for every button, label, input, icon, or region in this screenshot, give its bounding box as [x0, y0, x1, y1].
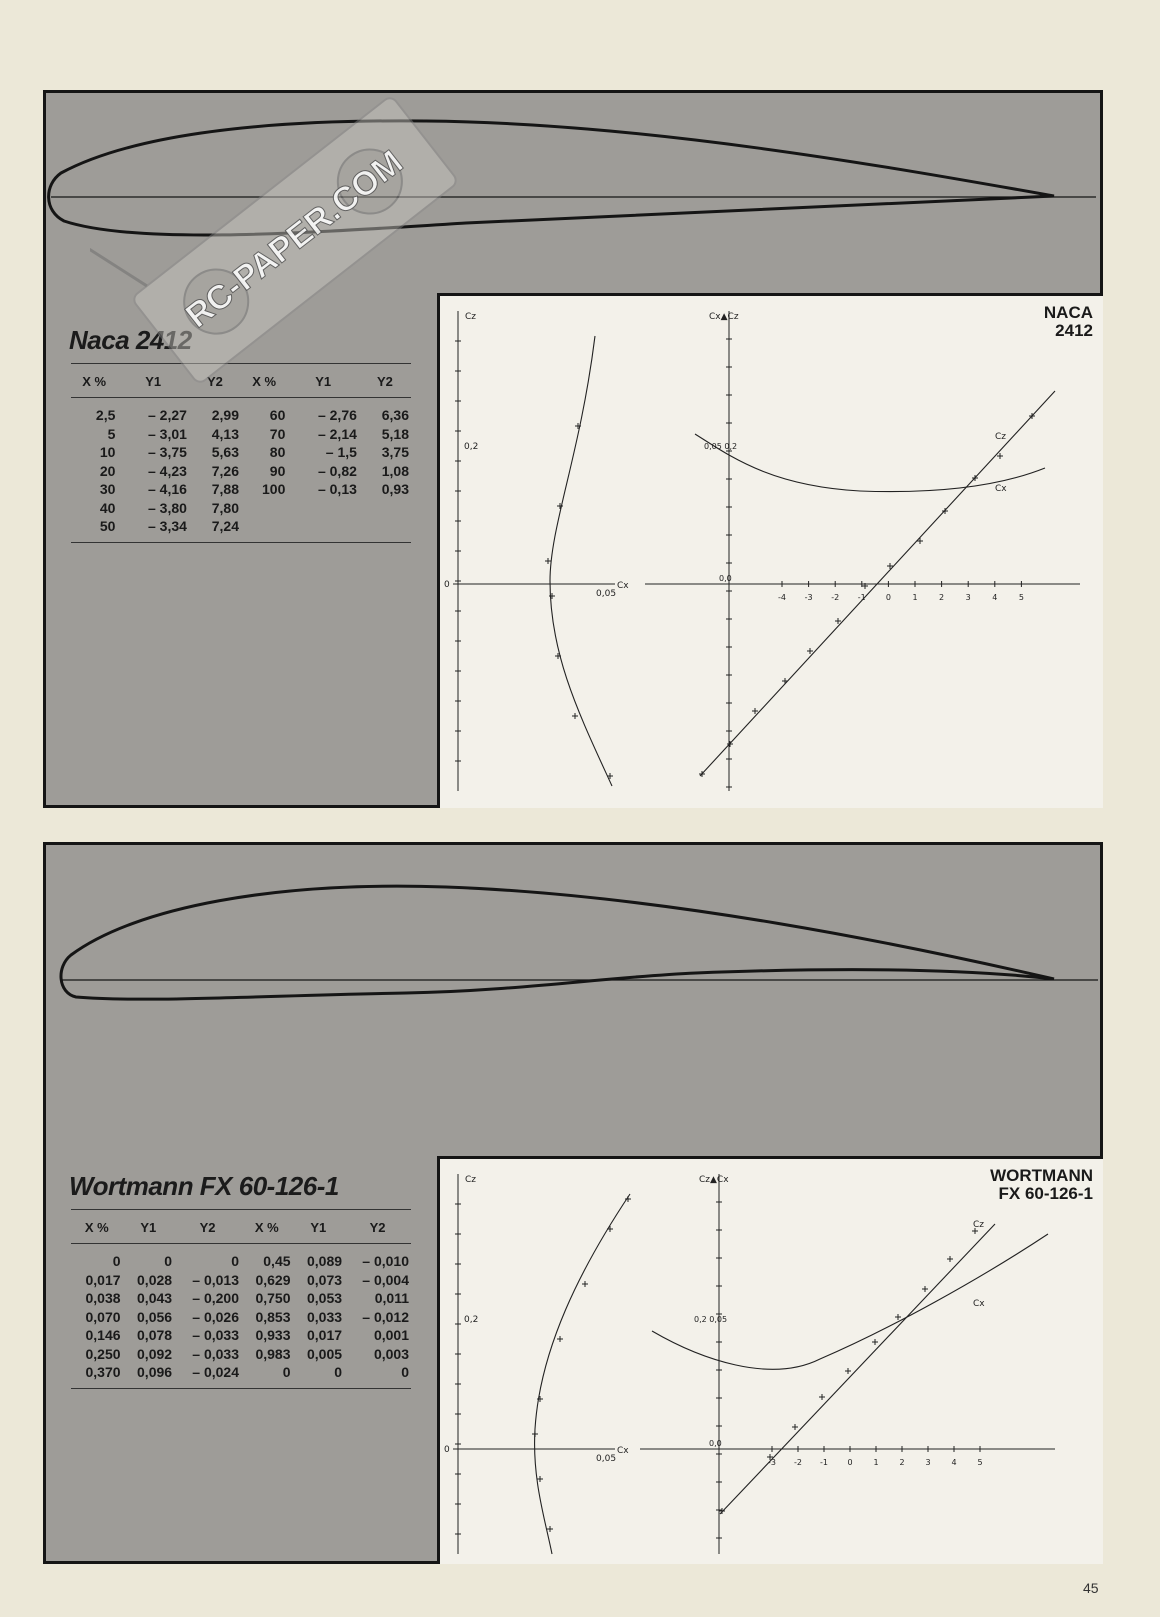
table-cell: – 0,013: [192, 1271, 239, 1288]
table-cell: 0,146: [85, 1327, 121, 1343]
table-cell: 0,853: [255, 1308, 291, 1325]
table-cell: 0: [231, 1253, 239, 1269]
table-cell: 7,26: [211, 462, 239, 479]
data-point: [835, 618, 841, 624]
table-cell: 100: [262, 481, 286, 497]
table-cell: – 3,34: [117, 517, 189, 542]
data-point: [532, 1431, 538, 1437]
table-cell: – 0,033: [192, 1345, 239, 1362]
polar-curve: [535, 1194, 630, 1554]
table-cell: – 0,026: [192, 1308, 239, 1325]
curve-label: Cz: [973, 1220, 985, 1230]
curve-label: Cz: [995, 432, 1007, 442]
table-cell: 0,005: [307, 1345, 343, 1362]
page-number: 45: [1083, 1580, 1099, 1596]
cx-curve: [695, 434, 1045, 492]
tick-label: -1: [857, 593, 866, 602]
tick-label: -4: [778, 593, 786, 602]
data-point: [922, 1286, 928, 1292]
table-cell: 0,078: [137, 1327, 173, 1343]
column-header: Y1: [293, 1210, 345, 1244]
table-cell: – 3,75: [147, 444, 187, 460]
table-cell: [287, 517, 359, 542]
column-header: Y1: [117, 364, 189, 398]
table-cell: – 2,27: [147, 407, 187, 423]
column-header: X %: [241, 1210, 293, 1244]
curve-label: Cx: [973, 1299, 985, 1309]
tick-label: 0: [885, 593, 891, 602]
table-cell: 20: [99, 462, 116, 479]
cx-curve: [652, 1234, 1048, 1369]
table-cell: 60: [269, 407, 286, 423]
tick-label: -3: [768, 1458, 776, 1467]
column-header: Y2: [344, 1210, 411, 1244]
profile-title: Naca 2412: [69, 325, 192, 355]
curve-label: Cx: [995, 484, 1007, 494]
data-point: [537, 1476, 543, 1482]
table-row: [71, 1271, 411, 1290]
data-point: [557, 1336, 563, 1342]
table-cell: 0,750: [255, 1290, 291, 1306]
graph-title-line: WORTMANN: [990, 1166, 1093, 1185]
data-point: [782, 678, 788, 684]
table-cell: 0,933: [255, 1327, 291, 1343]
data-point: [607, 1226, 613, 1232]
data-point: [895, 1314, 901, 1320]
column-header: Y2: [359, 364, 411, 398]
watermark-text: RC-PAPER.COM: [178, 143, 411, 336]
table-cell: – 0,13: [317, 481, 357, 497]
table-row: [71, 1289, 411, 1308]
table-cell: 0,003: [373, 1345, 409, 1362]
table-cell: 90: [269, 462, 286, 479]
table-cell: 0,45: [263, 1253, 291, 1269]
table-cell: 0: [112, 1253, 121, 1269]
table-cell: – 1,5: [325, 444, 357, 460]
graph-title-line: 2412: [1055, 321, 1093, 340]
graph-title-line: FX 60-126-1: [998, 1184, 1093, 1203]
column-header: X %: [241, 364, 287, 398]
table-cell: 0,370: [71, 1363, 123, 1388]
polar-graph: [437, 1156, 1103, 1564]
table-cell: – 4,16: [147, 481, 187, 497]
table-row: [71, 1244, 411, 1271]
tick-label: 0: [847, 1458, 853, 1467]
table-cell: – 3,01: [147, 425, 187, 442]
table-cell: 0,056: [137, 1308, 173, 1325]
table-cell: 40: [99, 499, 116, 516]
data-point: [872, 1339, 878, 1345]
table-cell: 0,053: [307, 1290, 343, 1306]
graph-title: [1044, 304, 1093, 340]
tick-label: 5: [977, 1458, 983, 1467]
table-cell: 0,038: [85, 1290, 121, 1306]
table-cell: 0: [164, 1253, 173, 1269]
table-cell: [359, 499, 411, 518]
table-cell: 0,629: [255, 1271, 291, 1288]
table-cell: – 2,14: [317, 425, 357, 442]
table-cell: 0,250: [85, 1345, 121, 1362]
table-row: [71, 517, 411, 542]
table-row: [71, 480, 411, 499]
data-point: [752, 708, 758, 714]
tick-label: 4: [992, 593, 998, 602]
table-cell: 0: [241, 1363, 293, 1388]
wortmann-panel: [43, 842, 1103, 1564]
tick-label: 0,0: [709, 1439, 722, 1448]
table-cell: 0: [293, 1363, 345, 1388]
coordinate-table: [71, 1209, 411, 1389]
watermark: [90, 90, 500, 390]
axis-label: Cz: [465, 1175, 477, 1185]
column-header: Y2: [174, 1210, 241, 1244]
table-row: [71, 1308, 411, 1327]
table-cell: 0,017: [307, 1327, 343, 1343]
table-cell: [287, 499, 359, 518]
column-header: Y1: [123, 1210, 175, 1244]
tick-label: 3: [965, 593, 971, 602]
tick-label: 5: [1018, 593, 1024, 602]
polar-graph-drawing: [440, 296, 1100, 808]
table-row: [71, 425, 411, 444]
table-cell: – 0,82: [317, 462, 357, 479]
data-point: [819, 1394, 825, 1400]
tick-label: 0,0: [719, 574, 732, 583]
axis-label: Cx: [617, 581, 629, 591]
table-row: [71, 398, 411, 425]
table-cell: 0,017: [85, 1271, 121, 1288]
axis-label: 0: [444, 580, 450, 590]
table-row: [71, 1345, 411, 1364]
table-cell: 5,63: [211, 444, 239, 460]
tick-label: 1: [912, 593, 918, 602]
axis-label: Cz▲Cx: [699, 1175, 729, 1185]
polar-curve: [550, 336, 612, 786]
profile-title: Wortmann FX 60-126-1: [69, 1171, 339, 1201]
table-row: [71, 499, 411, 518]
tick-label: 0,05: [596, 589, 617, 599]
table-cell: – 3,80: [147, 499, 187, 516]
polar-graph-drawing: [440, 1159, 1100, 1564]
table-cell: [241, 499, 287, 518]
wortmann-airfoil-drawing: [46, 845, 1100, 1145]
table-cell: 0,93: [381, 481, 409, 497]
table-cell: 0,001: [373, 1327, 409, 1343]
tick-label: 3: [925, 1458, 931, 1467]
table-row: [71, 462, 411, 481]
table-cell: 7,88: [211, 481, 239, 497]
table-cell: 0,096: [123, 1363, 175, 1388]
graph-title: [990, 1167, 1093, 1203]
polar-graph: [437, 293, 1103, 808]
data-point: [947, 1256, 953, 1262]
tick-label: -3: [804, 593, 813, 602]
tick-label: -2: [794, 1458, 802, 1467]
tick-label: -1: [820, 1458, 828, 1467]
tick-label: 0,05 0,2: [704, 442, 738, 451]
axis-label: 0: [444, 1445, 450, 1455]
column-header: Y1: [287, 364, 359, 398]
table-cell: 0: [344, 1363, 411, 1388]
table-cell: 2,5: [95, 407, 116, 423]
tick-label: -2: [831, 593, 840, 602]
data-point: [792, 1424, 798, 1430]
tick-label: 2: [899, 1458, 905, 1467]
table-cell: 0,089: [307, 1253, 343, 1269]
table-cell: 0,092: [137, 1345, 173, 1362]
table-cell: 4,13: [211, 425, 239, 442]
tick-label: 0,2: [464, 1315, 479, 1325]
table-cell: 30: [99, 481, 116, 497]
tick-label: 0,05: [596, 1454, 617, 1464]
table-cell: – 0,010: [362, 1253, 409, 1269]
tick-label: 0,2 0,05: [694, 1315, 728, 1324]
table-cell: 5: [107, 425, 116, 442]
column-header: X %: [71, 1210, 123, 1244]
data-point: [845, 1368, 851, 1374]
table-cell: 0,011: [374, 1290, 409, 1306]
table-cell: 6,36: [381, 407, 409, 423]
table-cell: – 0,200: [192, 1290, 239, 1306]
table-cell: 7,24: [189, 517, 241, 542]
axis-label: Cx▲Cz: [709, 312, 739, 322]
table-row: [71, 1326, 411, 1345]
table-cell: 0,983: [255, 1345, 291, 1362]
column-header: Y2: [189, 364, 241, 398]
data-point: [997, 453, 1003, 459]
tick-label: 1: [873, 1458, 879, 1467]
axis-label: Cx: [617, 1446, 629, 1456]
data-point: [572, 713, 578, 719]
tick-label: 4: [951, 1458, 957, 1467]
table-cell: – 2,76: [317, 407, 357, 423]
table-cell: – 4,23: [147, 462, 187, 479]
table-cell: 0,043: [137, 1290, 173, 1306]
table-cell: 5,18: [381, 425, 409, 442]
table-cell: [241, 517, 287, 542]
data-point: [582, 1281, 588, 1287]
axis-label: Cz: [465, 312, 477, 322]
table-cell: 0,073: [307, 1271, 343, 1288]
table-cell: 10: [99, 444, 116, 460]
column-header: X %: [71, 364, 117, 398]
table-cell: – 0,012: [362, 1308, 409, 1325]
graph-title-line: NACA: [1043, 303, 1093, 322]
table-cell: [359, 517, 411, 542]
table-row: [71, 443, 411, 462]
table-cell: 0,033: [307, 1308, 343, 1325]
table-cell: 50: [71, 517, 117, 542]
table-cell: 80: [269, 444, 286, 460]
data-point: [807, 648, 813, 654]
data-point: [545, 558, 551, 564]
table-cell: – 0,004: [362, 1271, 409, 1288]
tick-label: 0,2: [464, 442, 479, 452]
table-cell: 2,99: [211, 407, 239, 423]
table-cell: 3,75: [381, 444, 409, 460]
table-row: [71, 1363, 411, 1388]
data-point: [547, 1526, 553, 1532]
table-cell: 1,08: [381, 462, 409, 479]
table-cell: – 0,033: [192, 1327, 239, 1343]
tick-label: 2: [939, 593, 945, 602]
table-cell: 0,028: [137, 1271, 173, 1288]
table-cell: – 0,024: [174, 1363, 241, 1388]
table-cell: 7,80: [211, 499, 239, 516]
table-cell: 70: [269, 425, 286, 442]
table-cell: 0,070: [85, 1308, 121, 1325]
